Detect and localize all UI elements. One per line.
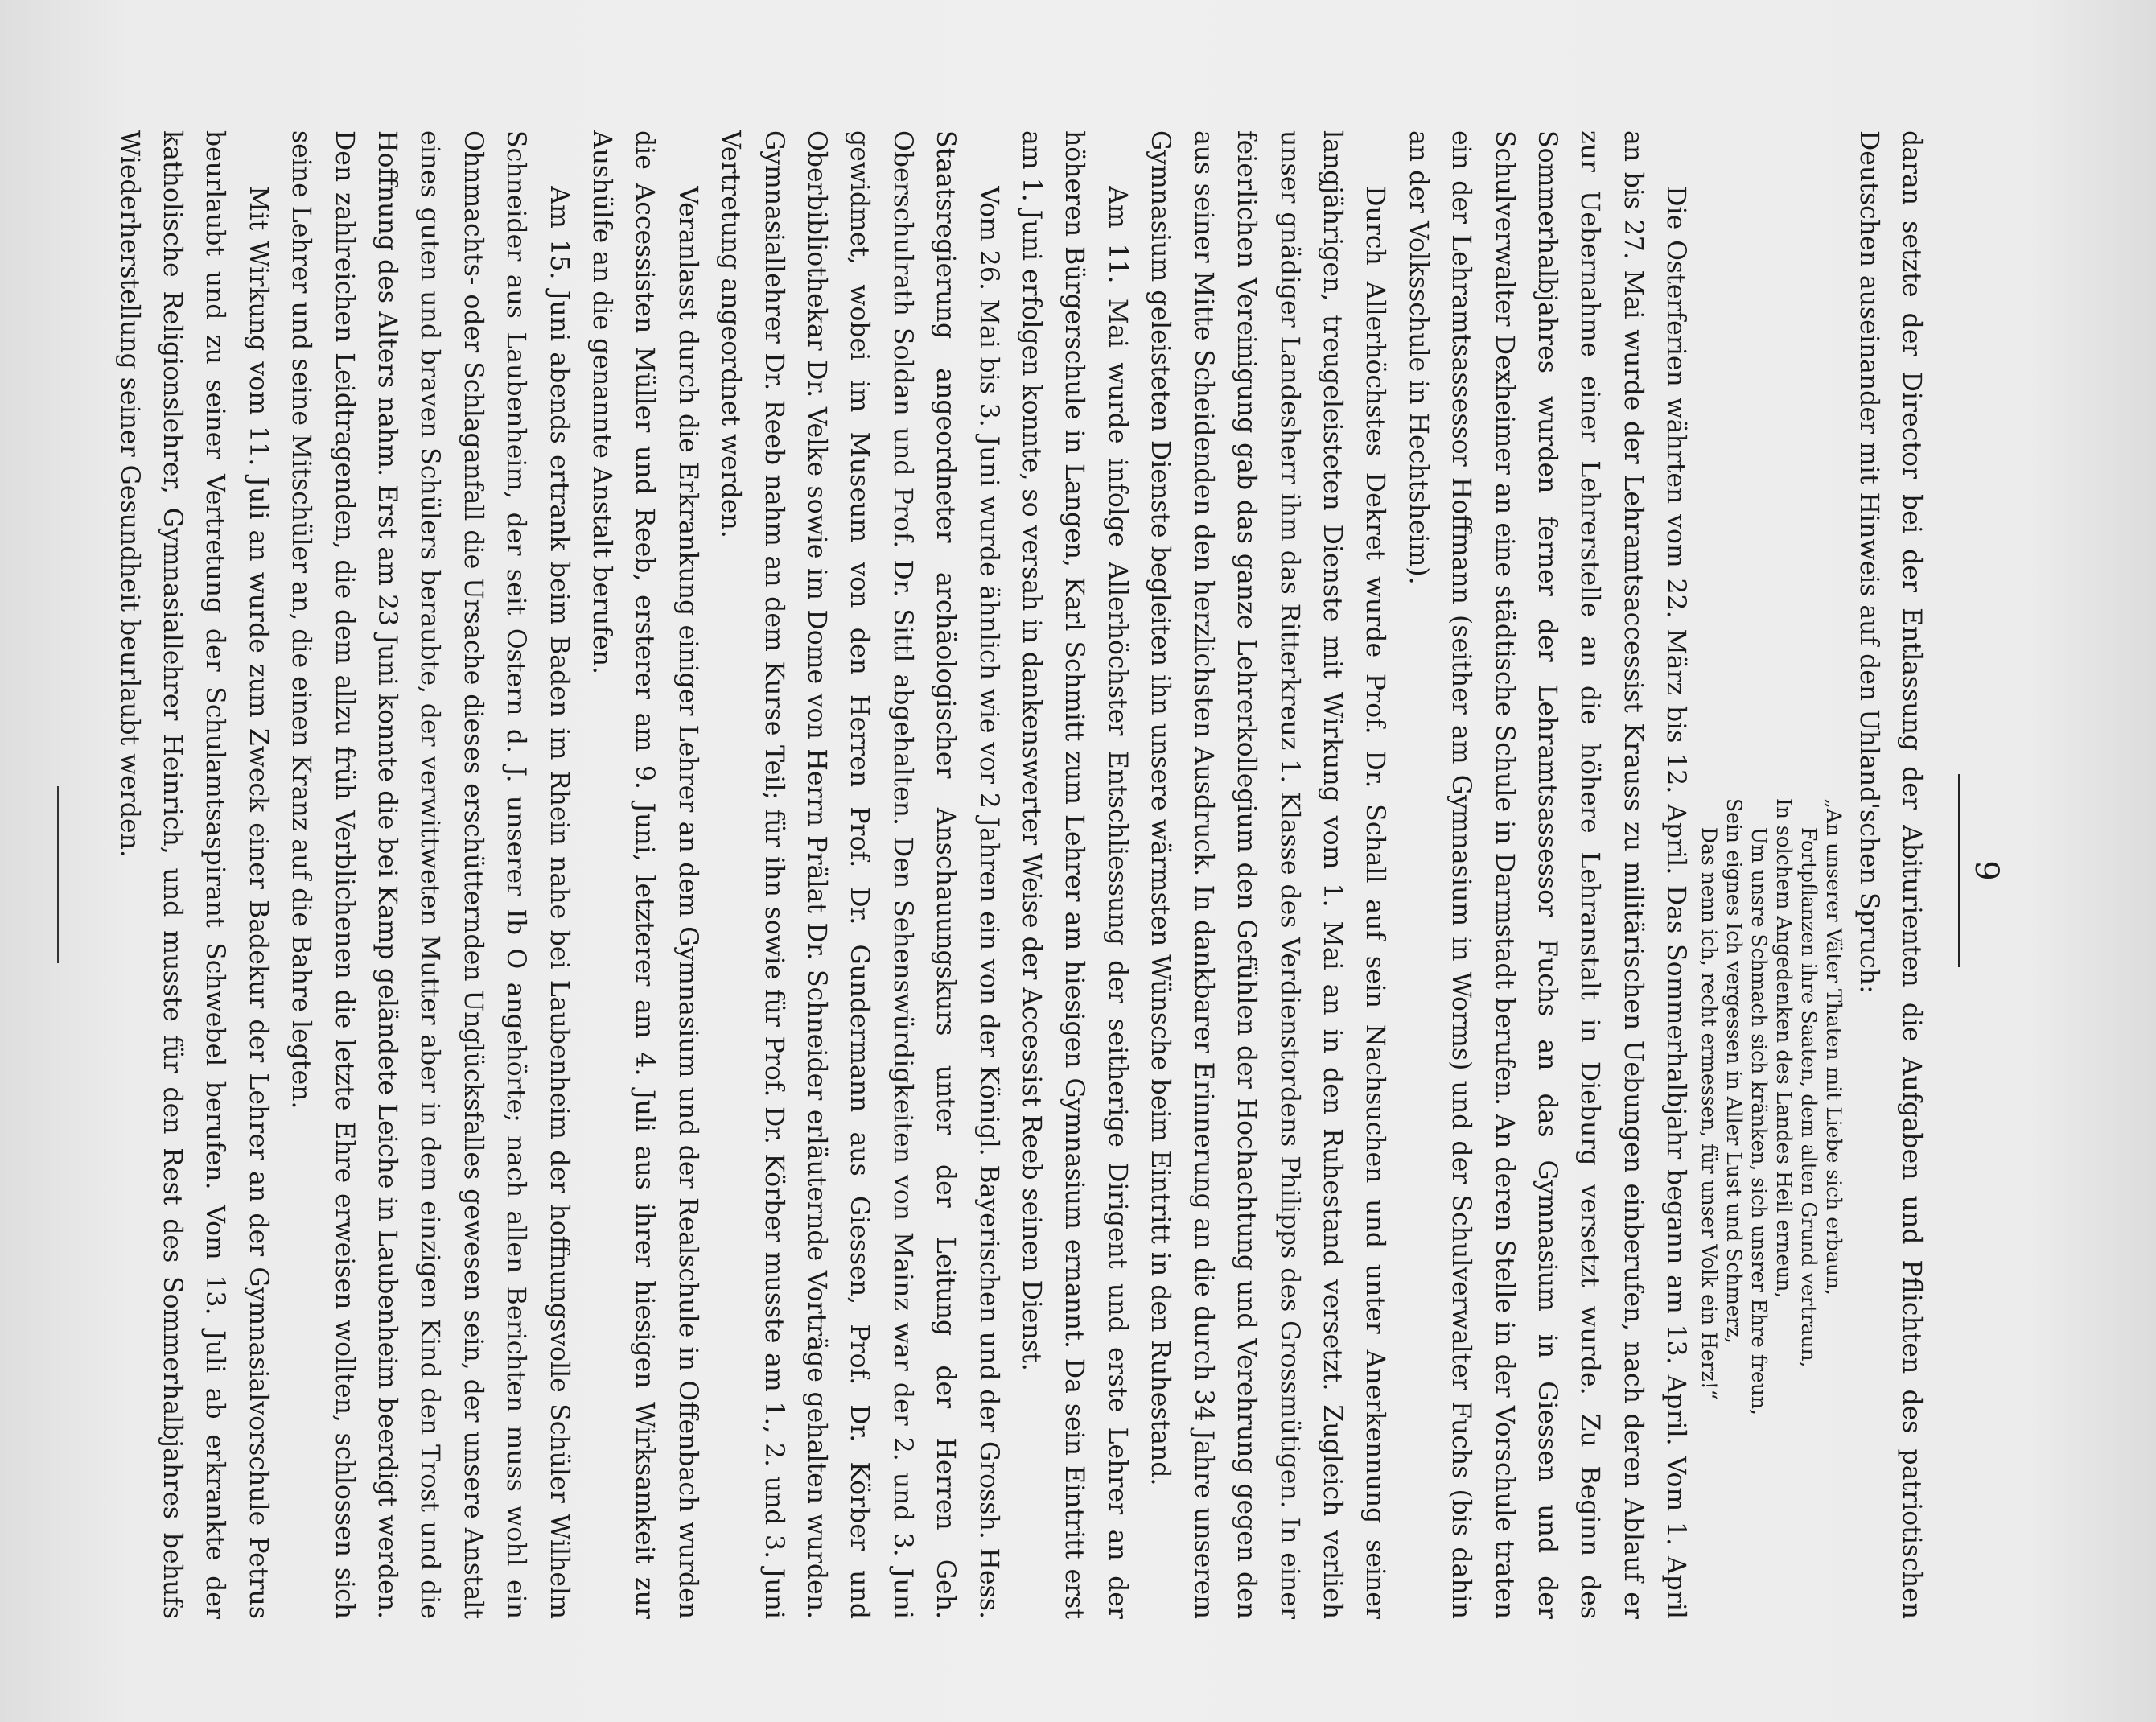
paragraph-schall: Durch Allerhöchstes Dekret wurde Prof. Dr. Schall auf sein Nachsuchen und unter Anerkennung seiner langjährigen, treugeleisteten Dienste mit Wirkung vom 1. Mai an in den Ruhestand versetzt. Zugleich verlieh unser gnädiger Landesherr ihm das Ritterkreuz 1. Klasse des Verdienstordens Philipps des Grossmütigen. In einer feierlichen Vereinigung gab das ganze Lehrerkollegium den Gefühlen der Hochachtung und Verehrung gegen den aus seiner Mitte Scheidenden den herzlichsten Ausdruck. In dankbarer Erinnerung an die durch 34 Jahre unserem Gymnasium geleisteten Dienste begleiten ihn unsere wärmsten Wünsche beim Eintritt in den Ruhestand. bbox=[1146, 130, 1390, 1619]
paragraph-anschauungskurs: Vom 26. Mai bis 3. Juni wurde ähnlich wie vor 2 Jahren ein von der Königl. Bayerischen und der Grossh. Hess. Staatsregierung angeordneter archäologischer Anschauungskurs unter der Leitung der Herren Geh. Oberschulrath Soldan und Prof. Dr. Sittl abgehalten. Den Sehenswürdigkeiten von Mainz war der 2. und 3. Juni gewidmet, wobei im Museum von den Herren Prof. Dr. Gundermann aus Giessen, Prof. Dr. Körber und Oberbibliothekar Dr. Velke sowie im Dome von Herrn Prälat Dr. Schneider erläuternde Vorträge gehalten wurden. Gymnasiallehrer Dr. Reeb nahm an dem Kurse Teil; für ihn sowie für Prof. Dr. Körber musste am 1., 2. und 3. Juni Vertretung angeordnet werden. bbox=[716, 130, 1003, 1619]
paragraph-osterferien: Die Osterferien währten vom 22. März bis 12. April. Das Sommerhalbjahr begann am 13. April. Vom 1. April an bis 27. Mai wurde der Lehramtsaccessist Krauss zu militärischen Uebungen einberufen, nach deren Ablauf er zur Uebernahme einer Lehrerstelle an die höhere Lehranstalt in Dieburg versetzt wurde. Zu Beginn des Sommerhalbjahres wurden ferner der Lehramtsassessor Fuchs an das Gymnasium in Giessen und der Schulverwalter Dexheimer an eine städtische Schule in Darmstadt berufen. An deren Stelle in der Vorschule traten ein der Lehramtsassessor Hoffmann (seither am Gymnasium in Worms) und der Schulverwalter Fuchs (bis dahin an der Volksschule in Hechtsheim). bbox=[1403, 130, 1691, 1619]
paragraph-offenbach: Veranlasst durch die Erkrankung einiger Lehrer an dem Gymnasium und der Realschule in Offenbach wurden die Accessisten Müller und Reeb, ersterer am 9. Juni, letzterer am 4. Juli aus ihrer hiesigen Wirksamkeit zur Aushülfe an die genannte Anstalt berufen. bbox=[587, 130, 702, 1619]
section-divider bbox=[57, 786, 59, 963]
page-number: 9 bbox=[1968, 860, 2005, 881]
paragraph-schmitt: Am 11. Mai wurde infolge Allerhöchster Entschliessung der seitherige Dirigent und erste Lehrer an der höheren Bürgerschule in Langen, Karl Schmitt zum Lehrer am hiesigen Gymnasium ernannt. Da sein Eintritt erst am 1. Juni erfolgen konnte, so versah in dankenswerter Weise der Accessist Reeb seinen Dienst. bbox=[1017, 130, 1132, 1619]
poem-line: Um unsre Schmach sich kränken, sich unsrer Ehre freun, bbox=[1747, 827, 1771, 1415]
paragraph-petrus: Mit Wirkung vom 11. Juli an wurde zum Zweck einer Badekur der Lehrer an der Gymnasialvorschule Petrus beurlaubt und zu seiner Vertretung der Schulamtsaspirant Schwebel berufen. Vom 13. Juli ab erkrankte der katholische Religionslehrer, Gymnasiallehrer Heinrich, und musste für den Rest des Sommerhalbjahres behufs Wiederherstellung seiner Gesundheit beurlaubt werden. bbox=[114, 130, 273, 1619]
intro-paragraph: daran setzte der Director bei der Entlassung der Abiturienten die Aufgaben und Pflichten des patriotischen Deutschen auseinander mit Hinweis auf den Uhland'schen Spruch: bbox=[1854, 130, 1926, 1619]
paragraph-schneider: Am 15. Juni abends ertrank beim Baden im Rhein nahe bei Laubenheim der hoffnungsvolle Schüler Wilhelm Schneider aus Laubenheim, der seit Ostern d. J. unserer Ib O angehörte; nach allen Berichten muss wohl ein Ohnmachts- oder Schlaganfall die Ursache dieses erschütternden Unglücksfalles gewesen sein, der unsere Anstalt eines guten und braven Schülers beraubte, der verwittweten Mutter aber in dem einzigen Kind den Trost und die Hoffnung des Alters nahm. Erst am 23 Juni konnte die bei Kamp geländete Leiche in Laubenheim beerdigt werden. Den zahlreichen Leidtragenden, die dem allzu früh Verblichenen die letzte Ehre erweisen wollten, schlossen sich seine Lehrer und seine Mitschüler an, die einen Kranz auf die Bahre legten. bbox=[286, 130, 574, 1619]
body-text bbox=[0, 130, 1932, 1619]
poem-line: Sein eignes Ich vergessen in Aller Lust und Schmerz, bbox=[1722, 798, 1747, 1344]
header-rule bbox=[1958, 774, 1960, 967]
poem-line: Fortpflanzen ihre Saaten, dem alten Grund vertraun, bbox=[1797, 827, 1821, 1368]
poem-line: „An unserer Väter Thaten mit Liebe sich erbaun, bbox=[1822, 798, 1846, 1296]
poem-line: In solchem Angedenken des Landes Heil erneun, bbox=[1772, 798, 1796, 1299]
uhland-poem bbox=[1697, 798, 1846, 1619]
rotated-text-block bbox=[98, 130, 2005, 1619]
poem-line: Das nenn ich, recht ermessen, für unser Volk ein Herz!“ bbox=[1697, 827, 1722, 1400]
